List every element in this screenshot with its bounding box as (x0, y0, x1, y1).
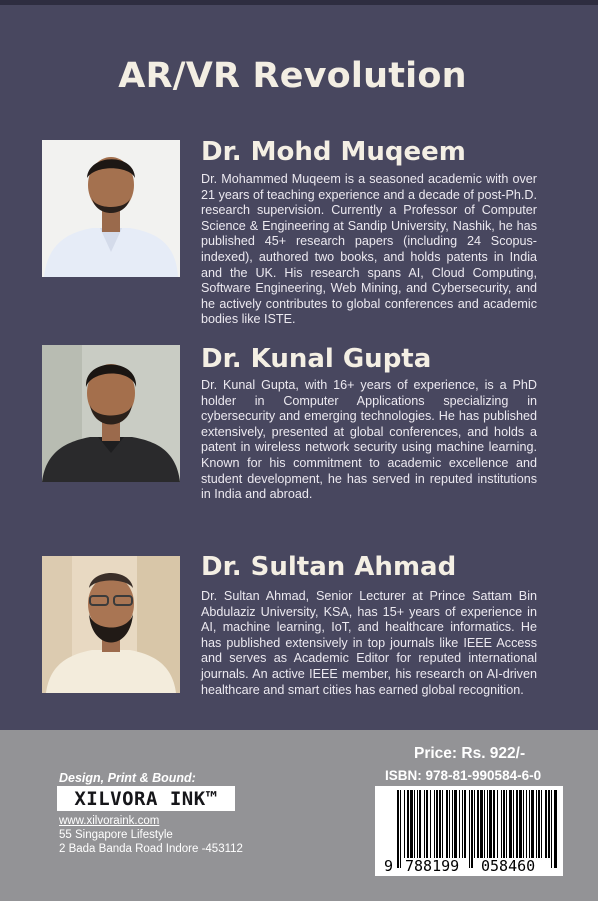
barcode-bar (410, 790, 413, 858)
barcode-bar (554, 790, 557, 868)
barcode-bar (551, 790, 552, 868)
barcode-bar (452, 790, 453, 858)
barcode-bar (434, 790, 435, 858)
author-name-muqeem: Dr. Mohd Muqeem (201, 137, 466, 167)
publisher-address-line2: 2 Bada Banda Road Indore -453112 (59, 843, 243, 855)
barcode-bar (424, 790, 425, 858)
barcode-bar (446, 790, 448, 858)
barcode-bar (493, 790, 495, 858)
barcode-bar (397, 790, 399, 868)
barcode-bar (536, 790, 537, 858)
publisher-logo-text: XILVORA INK™ (74, 787, 218, 810)
barcode-bar (519, 790, 522, 858)
barcode-bar (538, 790, 540, 858)
barcode-bar (439, 790, 441, 858)
publisher-address-line1: 55 Singapore Lifestyle (59, 829, 173, 841)
barcode-bar (407, 790, 409, 858)
barcode-bar (523, 790, 524, 858)
barcode-bar (545, 790, 547, 858)
book-title: AR/VR Revolution (118, 56, 467, 96)
barcode-bar (501, 790, 502, 858)
barcode-bar (509, 790, 512, 858)
barcode-bar (487, 790, 488, 858)
barcode-bar (541, 790, 542, 858)
barcode-bar (426, 790, 428, 858)
barcode-bar (442, 790, 443, 858)
author-name-gupta: Dr. Kunal Gupta (201, 344, 432, 374)
barcode-bar (404, 790, 405, 858)
barcode-bar (430, 790, 431, 858)
barcode-bar (516, 790, 518, 858)
barcode-bar (484, 790, 485, 858)
barcode-bar (419, 790, 421, 858)
barcode-bar (503, 790, 505, 858)
barcode-bar (464, 790, 466, 858)
barcode-bar (436, 790, 438, 858)
barcode-bar (462, 790, 463, 858)
isbn-number: ISBN: 978-81-990584-6-0 (385, 768, 542, 783)
barcode-bar (497, 790, 498, 858)
barcode-bar (513, 790, 514, 858)
barcode-bar (474, 790, 475, 858)
barcode-bar (548, 790, 550, 858)
barcode-bar (526, 790, 527, 858)
barcode-bar (506, 790, 507, 858)
barcode-bar (449, 790, 450, 858)
barcode-bar (459, 790, 460, 858)
barcode-bar (480, 790, 483, 858)
barcode-bar (471, 790, 473, 868)
barcode-bar (531, 790, 534, 858)
author-photo-muqeem (42, 140, 180, 277)
author-photo-gupta (42, 345, 180, 482)
publisher-logo (57, 786, 235, 811)
barcode-bar (454, 790, 457, 858)
barcode-bar (477, 790, 479, 858)
book-price: Price: Rs. 922/- (414, 745, 526, 762)
isbn-barcode (375, 786, 563, 876)
barcode-bar (414, 790, 415, 858)
barcode-bar (489, 790, 492, 858)
author-name-ahmad: Dr. Sultan Ahmad (201, 552, 457, 582)
barcode-bar (469, 790, 470, 868)
barcode-bar (417, 790, 418, 858)
publisher-website-link[interactable]: www.xilvoraink.com (59, 815, 160, 827)
author-bio-gupta: Dr. Kunal Gupta, with 16+ years of experience, is a PhD holder in Computer Applications specializing in cybersecurity and emerging technologies. He has published extensively, presented at global conferences, and holds a patent in wireless network security using machine learning. Known for his commitment to academic excellence and student development, he has served in reputed institutions in India and abroad. (201, 378, 537, 502)
barcode-bar (529, 790, 530, 858)
barcode-left-digits: 788199 (405, 857, 460, 875)
barcode-bar (400, 790, 401, 868)
author-bio-ahmad: Dr. Sultan Ahmad, Senior Lecturer at Prince Sattam Bin Abdulaziz University, KSA, has 15+ years of experience in AI, machine learning, IoT, and healthcare informatics. He has published extensively in top journals like IEEE Access and serves as Academic Editor for reputed international journals. An active IEEE member, his research on AI-driven healthcare and smart cities has earned global recognition. (201, 589, 537, 697)
barcode-right-digits: 058460 (481, 857, 536, 875)
barcode-lead-digit: 9 (384, 857, 394, 875)
publisher-credit: Design, Print & Bound: (59, 771, 196, 785)
author-bio-muqeem: Dr. Mohammed Muqeem is a seasoned academic with over 21 years of teaching experience and a decade of post-Ph.D. research supervision. Currently a Professor of Computer Science & Engineering at Sandip University, Nashik, he has published 45+ research papers (including 24 Scopus-indexed), authored two books, and holds patents in India and the UK. His research spans AI, Cloud Computing, Software Engineering, Web Mining, and Cybersecurity, and he actively contributes to global conferences and academic bodies like ISTE. (201, 172, 537, 327)
author-photo-ahmad (42, 556, 180, 693)
